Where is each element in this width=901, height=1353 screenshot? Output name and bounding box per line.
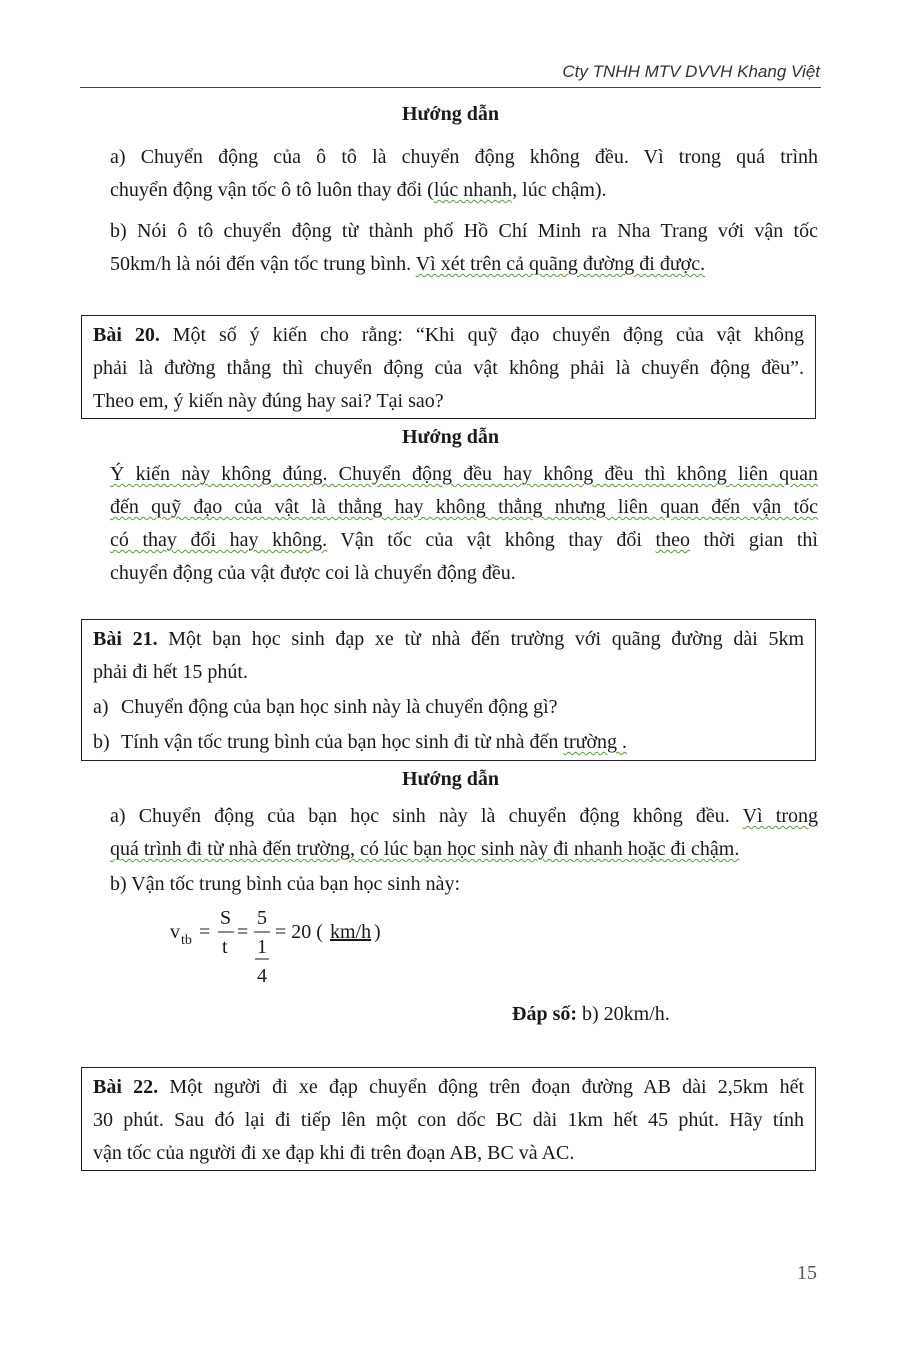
page-number: 15 bbox=[797, 1262, 817, 1284]
guide-1b-body bbox=[110, 215, 818, 281]
exercise-21-box bbox=[81, 619, 816, 761]
guide-2-body bbox=[110, 458, 818, 590]
guide-3-body bbox=[110, 800, 818, 901]
formula-den-t: t bbox=[222, 936, 228, 958]
guide-1b-line2: 50km/h là nói đến vận tốc trung bình. Vì xét trên cả quãng đường đi được. bbox=[110, 253, 706, 275]
guide-2-line1: Ý kiến này không đúng. Chuyển động đều hay không đều thì không liên quan bbox=[110, 463, 818, 485]
exercise-22-box bbox=[81, 1067, 816, 1171]
wavy-underline-text: Vì xét trên cả quãng đường đi được. bbox=[415, 253, 706, 275]
guide-2-line3: có thay đổi hay không. Vận tốc của vật không thay đổi theo thời gian thì bbox=[110, 529, 818, 551]
guide-title-1: Hướng dẫn bbox=[401, 103, 499, 125]
formula-subscript: tb bbox=[181, 933, 192, 948]
answer-label: Đáp số: bbox=[512, 1003, 578, 1025]
header-divider bbox=[80, 87, 821, 88]
formula-unit: km/h bbox=[330, 921, 372, 943]
formula-den-4: 4 bbox=[257, 965, 267, 987]
formula-eq1: = bbox=[199, 921, 211, 943]
guide-2-line2: đến quỹ đạo của vật là thẳng hay không thẳng nhưng liên quan đến vận tốc bbox=[110, 496, 818, 518]
exercise-21-line2: phải đi hết 15 phút. bbox=[93, 661, 248, 683]
exercise-21-item-a: a) Chuyển động của bạn học sinh này là chuyển động gì? bbox=[93, 696, 558, 718]
exercise-22-line2: 30 phút. Sau đó lại đi tiếp lên một con dốc BC dài 1km hết 45 phút. Hãy tính bbox=[93, 1109, 804, 1131]
guide-3a-line2: quá trình đi từ nhà đến trường, có lúc bạn học sinh này đi nhanh hoặc đi chậm. bbox=[110, 838, 740, 860]
guide-title-3: Hướng dẫn bbox=[401, 768, 499, 790]
formula-close: ) bbox=[374, 921, 381, 943]
formula-eq2: = bbox=[237, 921, 249, 943]
guide-1a-line2: chuyển động vận tốc ô tô luôn thay đổi (lúc nhanh, lúc chậm). bbox=[110, 179, 607, 201]
guide-1a-line1: a) Chuyển động của ô tô là chuyển động không đều. Vì trong quá trình bbox=[110, 146, 818, 168]
answer-line bbox=[512, 998, 670, 1031]
exercise-21-item-b: b) Tính vận tốc trung bình của bạn học sinh đi từ nhà đến trường . bbox=[93, 731, 628, 753]
guide-3b-line: b) Vận tốc trung bình của bạn học sinh này: bbox=[110, 873, 461, 895]
wavy-underline-text: lúc nhanh bbox=[433, 179, 513, 201]
exercise-22-line3: vận tốc của người đi xe đạp khi đi trên đoạn AB, BC và AC. bbox=[93, 1142, 575, 1164]
average-speed-formula bbox=[168, 902, 408, 988]
formula-num-s: S bbox=[220, 907, 232, 929]
exercise-20-label: Bài 20. bbox=[93, 324, 160, 346]
exercise-20-line1: Bài 20. Một số ý kiến cho rằng: “Khi quỹ đạo chuyển động của vật không bbox=[93, 324, 804, 346]
formula-num-5: 5 bbox=[257, 907, 267, 929]
exercise-22-line1: Bài 22. Một người đi xe đạp chuyển động trên đoạn đường AB dài 2,5km hết bbox=[93, 1076, 804, 1098]
guide-title-2: Hướng dẫn bbox=[401, 426, 499, 448]
guide-1b-line1: b) Nói ô tô chuyển động từ thành phố Hồ Chí Minh ra Nha Trang với vận tốc bbox=[110, 220, 818, 242]
exercise-20-line3: Theo em, ý kiến này đúng hay sai? Tại sao? bbox=[93, 390, 444, 412]
exercise-21-line1: Bài 21. Một bạn học sinh đạp xe từ nhà đến trường với quãng đường dài 5km bbox=[93, 628, 804, 650]
exercise-22-label: Bài 22. bbox=[93, 1076, 159, 1098]
guide-3a-line1: a) Chuyển động của bạn học sinh này là chuyển động không đều. Vì trong bbox=[110, 805, 818, 827]
guide-2-line4: chuyển động của vật được coi là chuyển động đều. bbox=[110, 562, 516, 584]
running-header: Cty TNHH MTV DVVH Khang Việt bbox=[562, 62, 820, 81]
formula-v: v bbox=[170, 921, 180, 943]
answer-value: b) 20km/h. bbox=[577, 1003, 670, 1025]
formula-eq3: = 20 ( bbox=[275, 921, 323, 943]
exercise-21-label: Bài 21. bbox=[93, 628, 158, 650]
guide-1-body bbox=[110, 141, 818, 207]
formula-den-1: 1 bbox=[257, 936, 267, 958]
exercise-20-line2: phải là đường thẳng thì chuyển động của vật không phải là chuyển động đều”. bbox=[93, 357, 804, 379]
exercise-20-box bbox=[81, 315, 816, 419]
